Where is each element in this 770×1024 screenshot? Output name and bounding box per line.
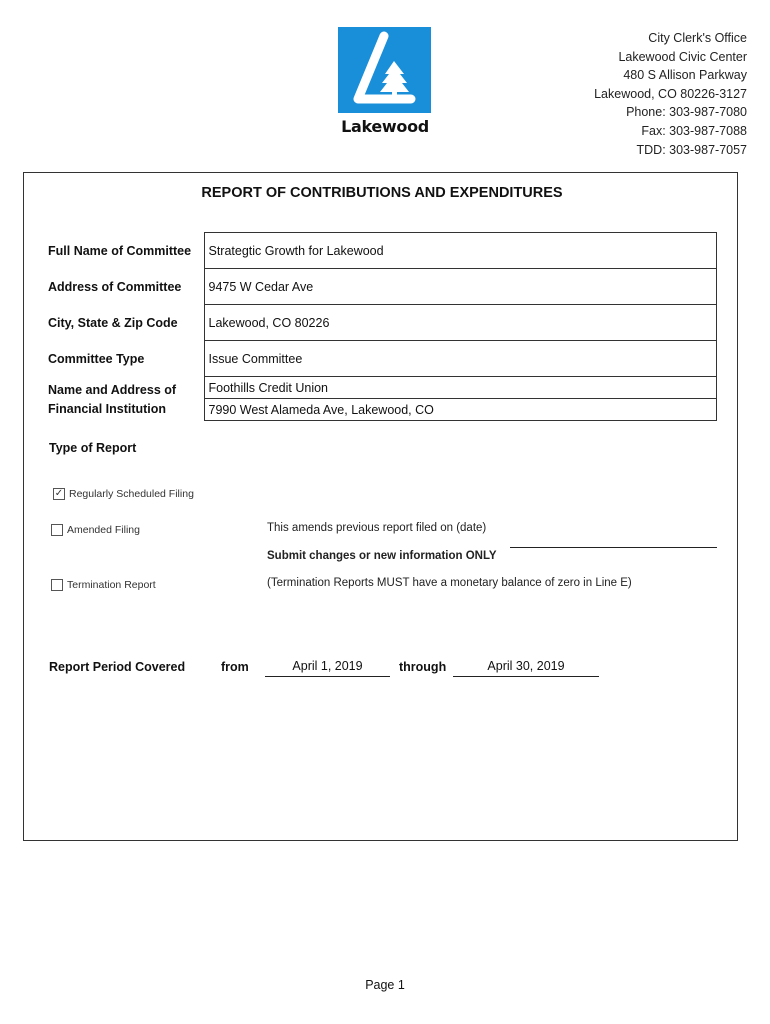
table-row xyxy=(43,233,717,269)
address-field[interactable]: 9475 W Cedar Ave xyxy=(204,269,717,305)
committee-info-table xyxy=(43,232,717,421)
table-row xyxy=(43,305,717,341)
clerk-tdd: TDD: 303-987-7057 xyxy=(636,142,747,157)
mountain-tree-icon xyxy=(338,27,431,113)
regular-filing-checkbox[interactable]: ✓ xyxy=(54,488,64,499)
clerk-address xyxy=(594,29,747,159)
city-state-zip-label: City, State & Zip Code xyxy=(48,315,178,330)
regular-filing-label: Regularly Scheduled Filing xyxy=(69,488,194,500)
table-row xyxy=(43,377,717,399)
financial-institution-label xyxy=(43,377,204,421)
table-row xyxy=(43,269,717,305)
clerk-line: Lakewood Civic Center xyxy=(618,49,747,64)
institution-label-line: Financial Institution xyxy=(48,401,167,416)
type-of-report-label: Type of Report xyxy=(49,441,137,455)
period-from-field[interactable]: April 1, 2019 xyxy=(265,659,390,677)
city-state-zip-field[interactable]: Lakewood, CO 80226 xyxy=(204,305,717,341)
full-name-label: Full Name of Committee xyxy=(48,243,192,258)
termination-report-label: Termination Report xyxy=(67,579,156,591)
institution-name-field[interactable]: Foothills Credit Union xyxy=(204,377,717,399)
committee-type-label: Committee Type xyxy=(48,351,145,366)
submit-changes-note: Submit changes or new information ONLY xyxy=(267,550,497,562)
page-number: Page 1 xyxy=(365,978,405,992)
amended-filing-label: Amended Filing xyxy=(67,524,140,536)
clerk-line: City Clerk's Office xyxy=(648,31,747,45)
clerk-line: 480 S Allison Parkway xyxy=(623,68,747,83)
through-label: through xyxy=(399,660,447,674)
lakewood-logo xyxy=(338,27,431,113)
clerk-fax: Fax: 303-987-7088 xyxy=(641,123,747,138)
institution-label-line: Name and Address of xyxy=(48,382,177,397)
from-label: from xyxy=(221,660,249,674)
amended-filing-checkbox[interactable] xyxy=(51,524,63,536)
clerk-phone: Phone: 303-987-7080 xyxy=(626,105,747,120)
amends-note: This amends previous report filed on (date) xyxy=(267,522,487,534)
committee-type-field[interactable]: Issue Committee xyxy=(204,341,717,377)
report-period-label: Report Period Covered xyxy=(49,660,186,674)
termination-report-checkbox[interactable] xyxy=(51,579,63,591)
termination-note: (Termination Reports MUST have a monetary balance of zero in Line E) xyxy=(267,577,632,589)
institution-address-field[interactable]: 7990 West Alameda Ave, Lakewood, CO xyxy=(204,399,717,421)
report-title: REPORT OF CONTRIBUTIONS AND EXPENDITURES xyxy=(201,185,563,201)
address-label: Address of Committee xyxy=(48,279,182,294)
logo-text: Lakewood xyxy=(341,117,429,136)
period-through-field[interactable]: April 30, 2019 xyxy=(453,659,599,677)
table-row xyxy=(43,341,717,377)
clerk-line: Lakewood, CO 80226-3127 xyxy=(594,86,747,101)
full-name-field[interactable]: Strategtic Growth for Lakewood xyxy=(204,233,717,269)
amends-date-field[interactable] xyxy=(510,533,717,548)
